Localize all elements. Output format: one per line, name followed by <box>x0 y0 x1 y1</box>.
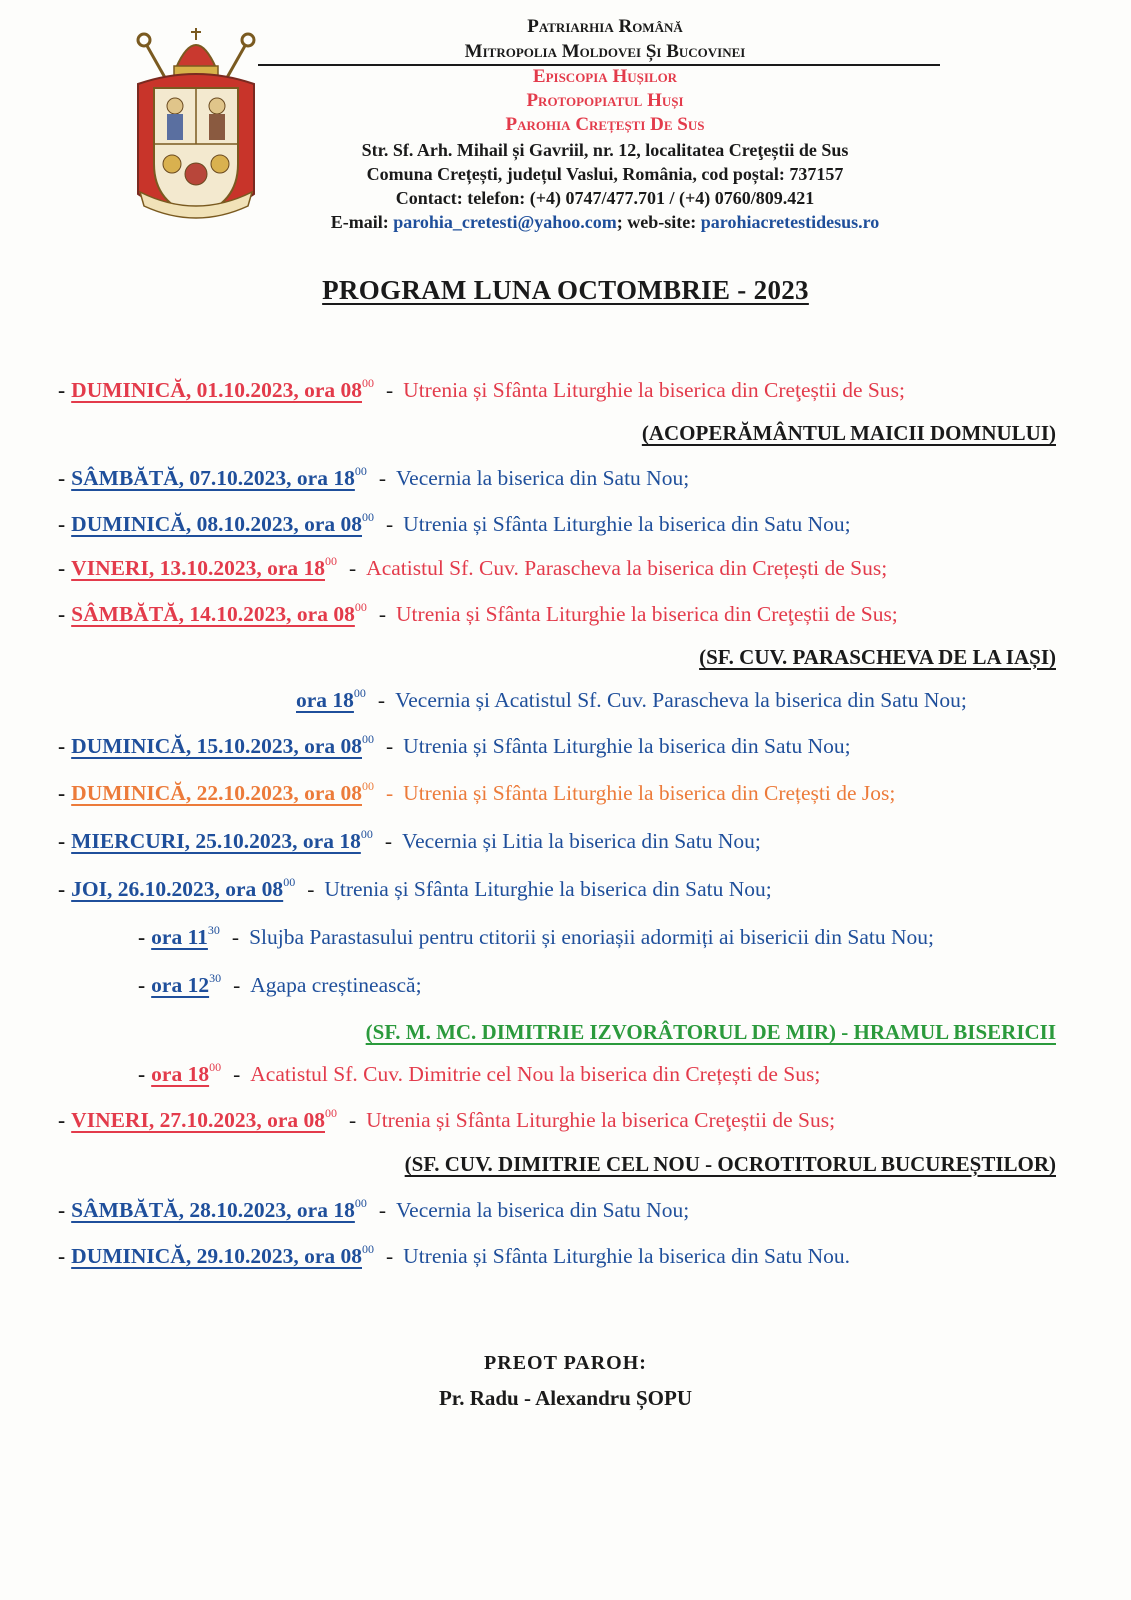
signature-name: Pr. Radu - Alexandru ȘOPU <box>438 1386 692 1410</box>
header-protopopiatul: Protopopiatul Huși <box>526 90 684 111</box>
coat-of-arms-icon <box>132 24 260 224</box>
feast-label: (SF. CUV. PARASCHEVA DE LA IAȘI) <box>699 645 1056 669</box>
schedule-item: - ora $11^{30}$ - Slujba Parastasului pentru ctitorii și enoriașii adormiți ai bisericii din Satu Nou; <box>138 923 934 949</box>
feast-label: (ACOPERĂMÂNTUL MAICII DOMNULUI) <box>641 421 1056 445</box>
signature-title: PREOT PAROH: <box>484 1352 647 1374</box>
header-parohia: Parohia Crețești De Sus <box>505 114 705 135</box>
page-title: PROGRAM LUNA OCTOMBRIE - 2023 <box>322 275 809 305</box>
schedule-item: - VINERI, 13.10.2023, ora $18^{00}$ - Acatistul Sf. Cuv. Parascheva la biserica din Crețești de Sus; <box>58 554 888 580</box>
schedule-item: - SÂMBĂTĂ, 14.10.2023, ora $08^{00}$ - Utrenia și Sfânta Liturghie la biserica din Creţeștii de Sus; <box>58 600 898 626</box>
schedule-item: - DUMINICĂ, 01.10.2023, ora $08^{00}$ - Utrenia și Sfânta Liturghie la biserica din Creţeștii de Sus; <box>58 376 905 402</box>
schedule-item: - DUMINICĂ, 22.10.2023, ora $08^{00}$ - Utrenia și Sfânta Liturghie la biserica din Crețești de Jos; <box>58 779 896 805</box>
schedule-item: - DUMINICĂ, 15.10.2023, ora $08^{00}$ - Utrenia și Sfânta Liturghie la biserica din Satu Nou; <box>58 732 851 758</box>
schedule-item: - SÂMBĂTĂ, 28.10.2023, ora $18^{00}$ - Vecernia la biserica din Satu Nou; <box>58 1196 690 1222</box>
email-label: E-mail: <box>330 212 389 232</box>
schedule-item: - MIERCURI, 25.10.2023, ora $18^{00}$ - Vecernia și Litia la biserica din Satu Nou; <box>58 827 761 853</box>
header-email-web <box>260 212 950 233</box>
header-address-street: Str. Sf. Arh. Mihail și Gavriil, nr. 12, localitatea Creţeștii de Sus <box>361 140 849 160</box>
email-link[interactable]: parohia_cretesti@yahoo.com <box>393 212 617 232</box>
feast-label: (SF. CUV. DIMITRIE CEL NOU - OCROTITORUL BUCUREȘTILOR) <box>404 1152 1056 1176</box>
schedule-item: - SÂMBĂTĂ, 07.10.2023, ora $18^{00}$ - Vecernia la biserica din Satu Nou; <box>58 464 690 490</box>
schedule-item: - VINERI, 27.10.2023, ora $08^{00}$ - Utrenia și Sfânta Liturghie la biserica Creţeștii de Sus; <box>58 1106 836 1132</box>
website-link[interactable]: parohiacretestidesus.ro <box>700 212 880 232</box>
schedule-item: ora $18^{00}$ - Vecernia și Acatistul Sf. Cuv. Parascheva la biserica din Satu Nou; <box>296 686 967 712</box>
header-mitropolia: Mitropolia Moldovei Și Bucovinei <box>464 41 746 62</box>
header-episcopia: Episcopia Hușilor <box>532 66 678 87</box>
header-address-commune: Comuna Crețești, județul Vaslui, România, cod poștal: 737157 <box>366 164 844 184</box>
schedule-item: - ora $12^{30}$ - Agapa creștinească; <box>138 971 422 997</box>
web-label: ; web-site: <box>616 212 697 232</box>
feast-label-hram: (SF. M. MC. DIMITRIE IZVORÂTORUL DE MIR) - HRAMUL BISERICII <box>365 1020 1056 1044</box>
episcopal-crest-logo <box>132 24 260 224</box>
schedule-item: - DUMINICĂ, 08.10.2023, ora $08^{00}$ - Utrenia și Sfânta Liturghie la biserica din Satu Nou; <box>58 510 851 536</box>
header-contact: Contact: telefon: (+4) 0747/477.701 / (+4) 0760/809.421 <box>395 188 815 208</box>
schedule-item: - DUMINICĂ, 29.10.2023, ora $08^{00}$ - Utrenia și Sfânta Liturghie la biserica din Satu Nou. <box>58 1242 850 1268</box>
schedule-item: - ora $18^{00}$ - Acatistul Sf. Cuv. Dimitrie cel Nou la biserica din Crețești de Sus; <box>138 1060 821 1086</box>
schedule-item: - JOI, 26.10.2023, ora $08^{00}$ - Utrenia și Sfânta Liturghie la biserica din Satu Nou; <box>58 875 772 901</box>
header-patriarhia: Patriarhia Română <box>527 16 683 37</box>
